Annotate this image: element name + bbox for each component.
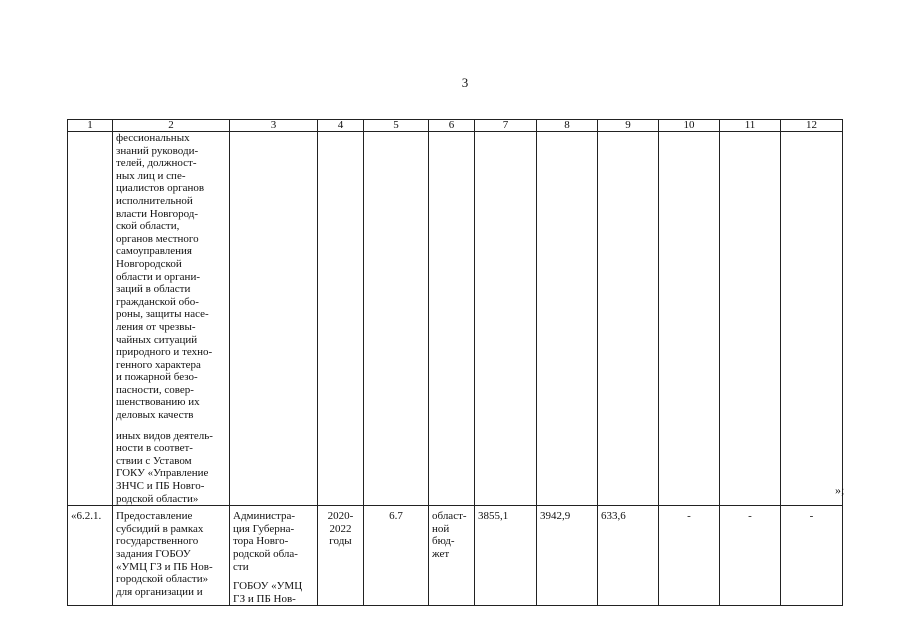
table-cell (318, 132, 364, 506)
value-cell: 3855,1 (475, 506, 537, 606)
table-cell (364, 132, 429, 506)
table-row (68, 506, 843, 606)
value-cell: 633,6 (598, 506, 659, 606)
header-cell: 10 (659, 120, 720, 132)
header-cell: 6 (429, 120, 475, 132)
header-cell: 12 (781, 120, 843, 132)
description-paragraph: иных видов деятель- ности в соответ- ствии с Уставом ГОКУ «Управление ЗНЧС и ПБ Новго- родской области» (116, 429, 213, 505)
header-cell: 3 (230, 120, 318, 132)
header-cell: 2 (113, 120, 230, 132)
table-header-row (68, 120, 843, 132)
executor-text: Администра- ция Губерна- тора Новго- родской обла- сти (233, 510, 298, 573)
header-cell: 11 (720, 120, 781, 132)
page-number: 3 (461, 75, 469, 90)
table-cell (230, 132, 318, 506)
executor-cell (230, 506, 318, 606)
table-cell (598, 132, 659, 506)
description-paragraph: фессиональных знаний руководи- телей, должност- ных лиц и спе- циалистов органов исполнительной власти Новгород- ской области, органов местного самоуправления Новгородской области и органи- заций в области гражданской обо- роны, защиты насе- ления от чрезвы- чайных ситуаций природного и техно- генного характера и пожарной безо- пасности, совер- шенствованию их деловых качеств (116, 132, 213, 422)
period-cell: 2020- 2022 годы (318, 506, 364, 606)
table-cell (781, 132, 843, 506)
source-cell: област- ной бюд- жет (429, 506, 475, 606)
value-cell: - (781, 506, 843, 606)
header-cell: 1 (68, 120, 113, 132)
program-table (67, 119, 843, 606)
value-cell: - (659, 506, 720, 606)
executor-text: ГОБОУ «УМЦ ГЗ и ПБ Нов- (233, 580, 303, 605)
description-cell: Предоставление субсидий в рамках государственного задания ГОБОУ «УМЦ ГЗ и ПБ Нов- городской области» для организации и (113, 506, 230, 606)
table-cell (720, 132, 781, 506)
row-number-cell: «6.2.1. (68, 506, 113, 606)
table-cell (537, 132, 598, 506)
closing-quote: »; (835, 483, 845, 497)
table-cell (659, 132, 720, 506)
table-cell (475, 132, 537, 506)
table-cell-description (113, 132, 230, 506)
header-cell: 4 (318, 120, 364, 132)
header-cell: 8 (537, 120, 598, 132)
table-cell (429, 132, 475, 506)
value-cell: - (720, 506, 781, 606)
table-cell (68, 132, 113, 506)
header-cell: 5 (364, 120, 429, 132)
table-row (68, 132, 843, 506)
value-cell: 3942,9 (537, 506, 598, 606)
header-cell: 7 (475, 120, 537, 132)
header-cell: 9 (598, 120, 659, 132)
target-cell: 6.7 (364, 506, 429, 606)
